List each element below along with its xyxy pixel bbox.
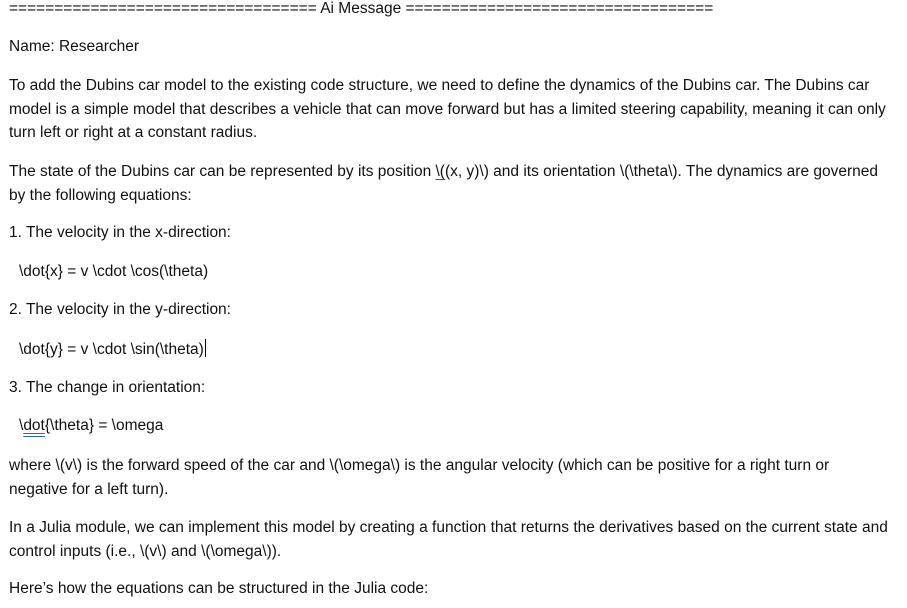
grammar-marked-token[interactable]: dot	[23, 417, 45, 434]
text-cursor	[205, 339, 206, 357]
equation-3-prefix: \	[19, 417, 24, 434]
heres-line: Here’s how the equations can be structured in the Julia code:	[9, 580, 429, 597]
equation-3-label: 3. The change in orientation:	[9, 379, 206, 396]
equation-1: \dot{x} = v \cdot \cos(\theta)	[19, 263, 209, 280]
state-text-after: (x, y)\) and its orientation \(\theta\). The dynamics are governed by the following equations:	[9, 163, 879, 204]
equation-2-label: 2. The velocity in the y-direction:	[9, 301, 231, 318]
spelling-marked-token[interactable]: \(	[435, 163, 445, 180]
state-text-before: The state of the Dubins car can be represented by its position	[9, 163, 436, 180]
equation-2: \dot{y} = v \cdot \sin(\theta)	[19, 341, 204, 358]
equation-3-rest: {\theta} = \omega	[44, 417, 164, 434]
julia-paragraph: In a Julia module, we can implement this model by creating a function that returns the derivatives based on the current state and control inputs (i.e., \(v\) and \(\omega\)).	[9, 519, 888, 560]
author-name: Name: Researcher	[9, 38, 140, 55]
equation-1-label: 1. The velocity in the x-direction:	[9, 224, 231, 241]
intro-paragraph: To add the Dubins car model to the existing code structure, we need to define the dynamics of the Dubins car. The Dubins car model is a simple model that describes a vehicle that can move forward but has a limited steering capability, meaning it can only turn left or right at a constant radius.	[9, 77, 886, 141]
where-paragraph: where \(v\) is the forward speed of the car and \(\omega\) is the angular velocity (which can be positive for a right turn or negative for a left turn).	[9, 457, 830, 498]
message-header: ================================== Ai Message ==================================	[9, 0, 714, 17]
equation-2-line[interactable]	[19, 339, 206, 360]
equation-3	[19, 416, 163, 436]
state-paragraph	[9, 160, 889, 207]
